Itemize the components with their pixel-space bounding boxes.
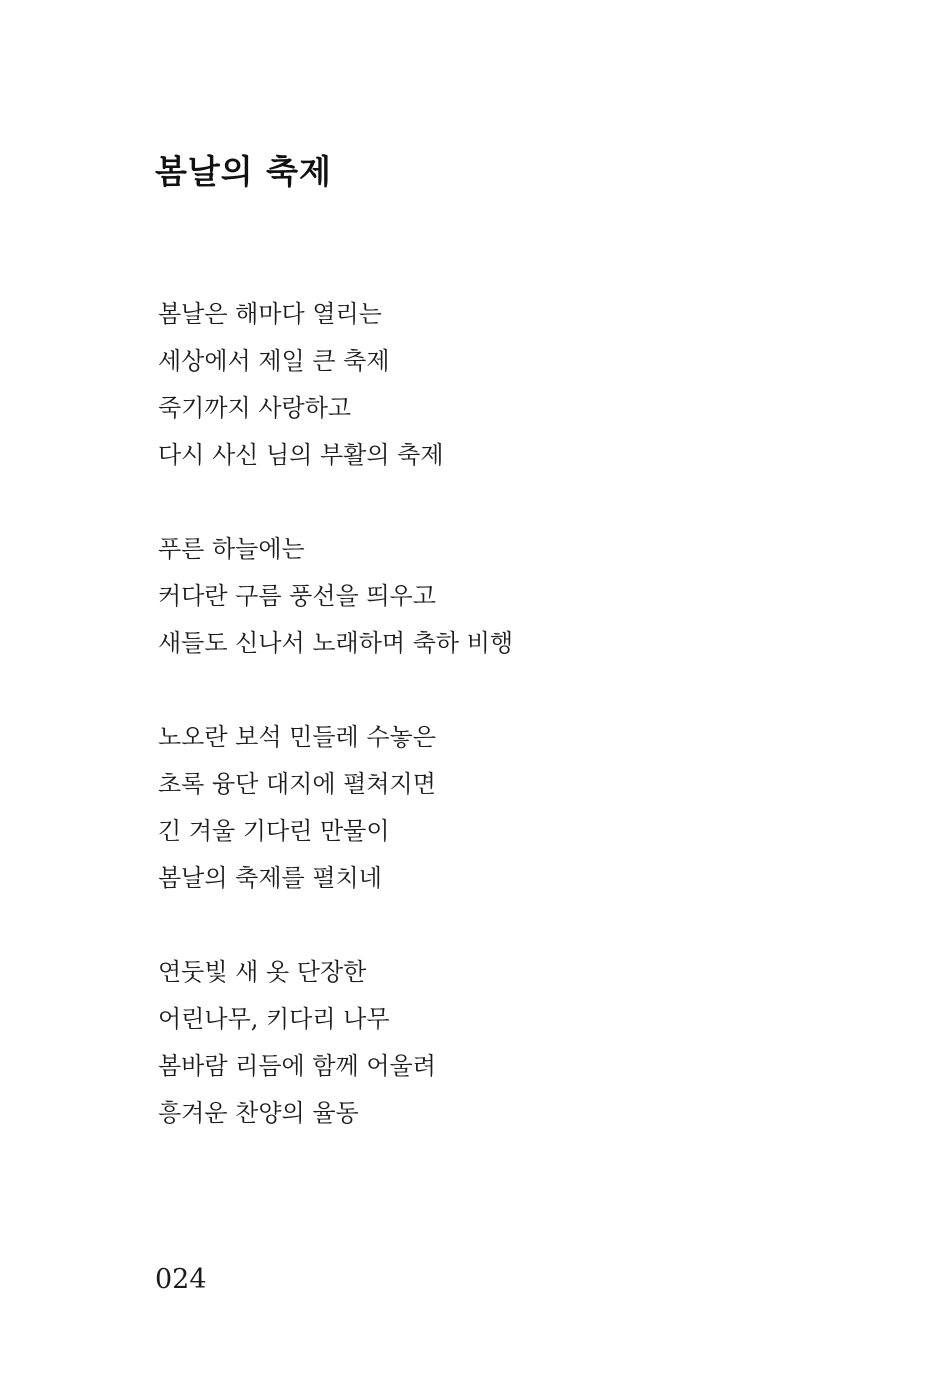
stanza-1 (158, 291, 513, 479)
stanza-3 (158, 714, 513, 902)
poem-line: 초록 융단 대지에 펼쳐지면 (158, 770, 436, 798)
poem-line: 봄바람 리듬에 함께 어울려 (158, 1052, 436, 1080)
poem-line: 푸른 하늘에는 (158, 535, 305, 563)
poem-line: 연둣빛 새 옷 단장한 (158, 958, 367, 986)
page-number: 024 (155, 1264, 207, 1295)
poem-line: 긴 겨울 기다린 만물이 (158, 817, 390, 845)
poem-line: 커다란 구름 풍선을 띄우고 (158, 582, 436, 610)
poem-line: 흥겨운 찬양의 율동 (158, 1099, 359, 1127)
poem-line: 어린나무, 키다리 나무 (158, 1005, 390, 1033)
stanza-4 (158, 949, 513, 1137)
stanza-2 (158, 526, 513, 667)
poem-line: 새들도 신나서 노래하며 축하 비행 (158, 629, 514, 657)
poem-line: 다시 사신 님의 부활의 축제 (158, 441, 444, 469)
poem-line: 세상에서 제일 큰 축제 (158, 347, 390, 375)
poem-line: 죽기까지 사랑하고 (158, 394, 352, 422)
poem-title: 봄날의 축제 (155, 152, 332, 191)
poem-body (158, 291, 513, 1137)
poem-line: 노오란 보석 민들레 수놓은 (158, 723, 436, 751)
poem-line: 봄날은 해마다 열리는 (158, 300, 382, 328)
poem-line: 봄날의 축제를 펼치네 (158, 864, 382, 892)
